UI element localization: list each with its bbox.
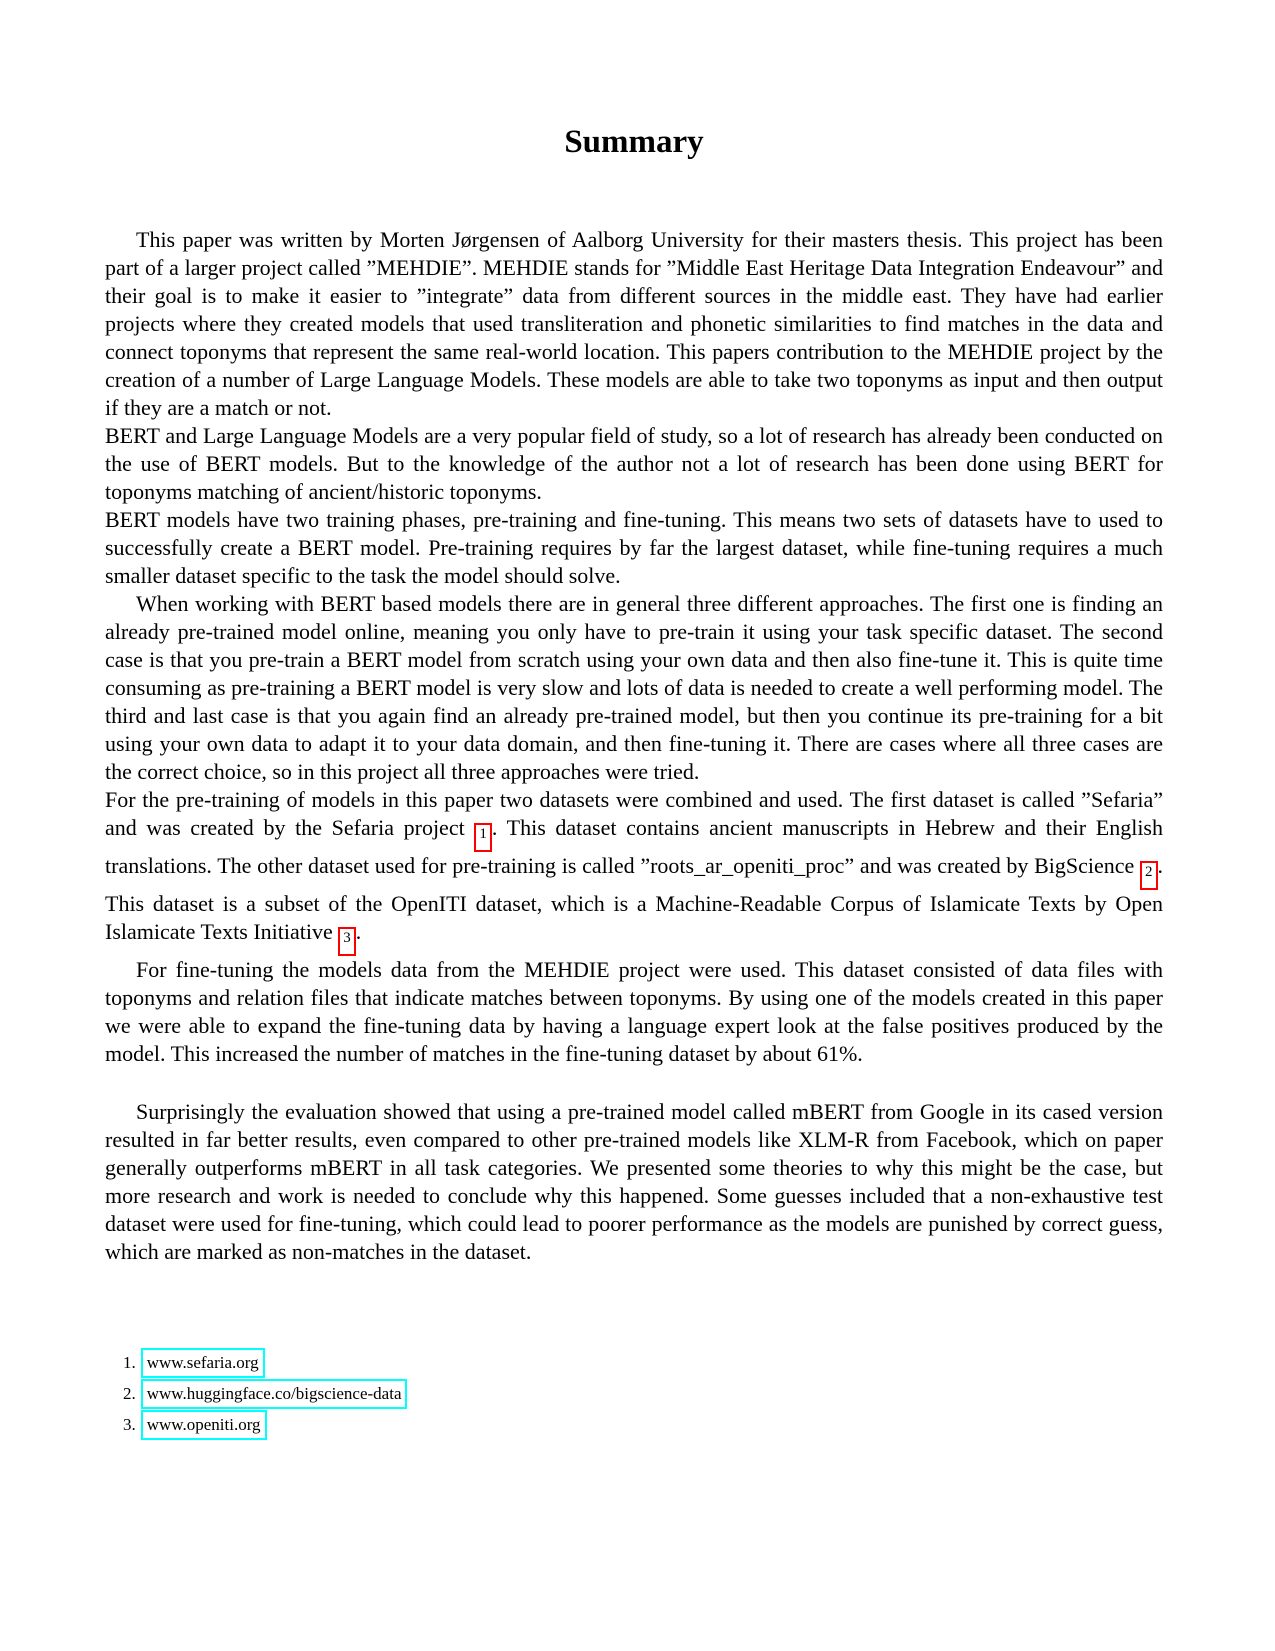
paragraph: For the pre-training of models in this paper two datasets were combined and used. The first dataset is called ”Sefaria” and was created by the Sefaria project 1 . This dataset contains ancient manuscripts in Hebrew and their English translations. The other dataset used for pre-training is called ”roots_ar_openiti_proc” and was created by BigScience 2 . This dataset is a subset of the OpenITI dataset, which is a Machine-Readable Corpus of Islamicate Texts by Open Islamicate Texts Initiative 3 .: [105, 786, 1163, 956]
paragraph: BERT models have two training phases, pre-training and fine-tuning. This means two sets of datasets have to used to successfully create a BERT model. Pre-training requires by far the largest dataset, while fine-tuning requires a much smaller dataset specific to the task the model should solve.: [105, 507, 1163, 588]
footnote-ref-link[interactable]: 1: [474, 823, 492, 852]
page-title: Summary: [564, 124, 704, 160]
footnote-number: 3.: [123, 1415, 136, 1434]
paragraph: For fine-tuning the models data from the MEHDIE project were used. This dataset consisted of data files with toponyms and relation files that indicate matches between toponyms. By using one of the models created in this paper we were able to expand the fine-tuning data by having a language expert look at the false positives produced by the model. This increased the number of matches in the fine-tuning dataset by about 61%.: [105, 957, 1163, 1066]
footnote-url-link[interactable]: www.sefaria.org: [141, 1348, 265, 1378]
summary-text: [105, 226, 1163, 1266]
footnote-number: 1.: [123, 1353, 136, 1372]
footnote-url-link[interactable]: www.huggingface.co/bigscience-data: [141, 1379, 408, 1409]
footnote-item: [123, 1410, 1163, 1440]
paragraph: Surprisingly the evaluation showed that using a pre-trained model called mBERT from Google in its cased version resulted in far better results, even compared to other pre-trained models like XLM-R from Facebook, which on paper generally outperforms mBERT in all task categories. We presented some theories to why this might be the case, but more research and work is needed to conclude why this happened. Some guesses included that a non-exhaustive test dataset were used for fine-tuning, which could lead to poorer performance as the models are punished by correct guess, which are marked as non-matches in the dataset.: [105, 1099, 1163, 1264]
footnote-ref-link[interactable]: 2: [1140, 861, 1158, 890]
footnote-item: [123, 1379, 1163, 1409]
footnote-url-link[interactable]: www.openiti.org: [141, 1410, 267, 1440]
paragraph: When working with BERT based models there are in general three different approaches. The first one is finding an already pre-trained model online, meaning you only have to pre-train it using your task specific dataset. The second case is that you pre-train a BERT model from scratch using your own data and then also fine-tune it. This is quite time consuming as pre-training a BERT model is very slow and lots of data is needed to create a well performing model. The third and last case is that you again find an already pre-trained model, but then you continue its pre-training for a bit using your own data to adapt it to your data domain, and then fine-tuning it. There are cases where all three cases are the correct choice, so in this project all three approaches were tried.: [105, 591, 1163, 784]
footnote-number: 2.: [123, 1384, 136, 1403]
footnote-item: [123, 1348, 1163, 1378]
footnote-ref-link[interactable]: 3: [338, 927, 356, 956]
footnotes: [105, 1348, 1163, 1440]
paragraph: BERT and Large Language Models are a very popular field of study, so a lot of research has already been conducted on the use of BERT models. But to the knowledge of the author not a lot of research has been done using BERT for toponyms matching of ancient/historic toponyms.: [105, 423, 1163, 504]
paragraph: This paper was written by Morten Jørgensen of Aalborg University for their masters thesis. This project has been part of a larger project called ”MEHDIE”. MEHDIE stands for ”Middle East Heritage Data Integration Endeavour” and their goal is to make it easier to ”integrate” data from different sources in the middle east. They have had earlier projects where they created models that used transliteration and phonetic similarities to find matches in the data and connect toponyms that represent the same real-world location. This papers contribution to the MEHDIE project by the creation of a number of Large Language Models. These models are able to take two toponyms as input and then output if they are a match or not.: [105, 227, 1163, 420]
text-block: [105, 0, 1163, 1441]
